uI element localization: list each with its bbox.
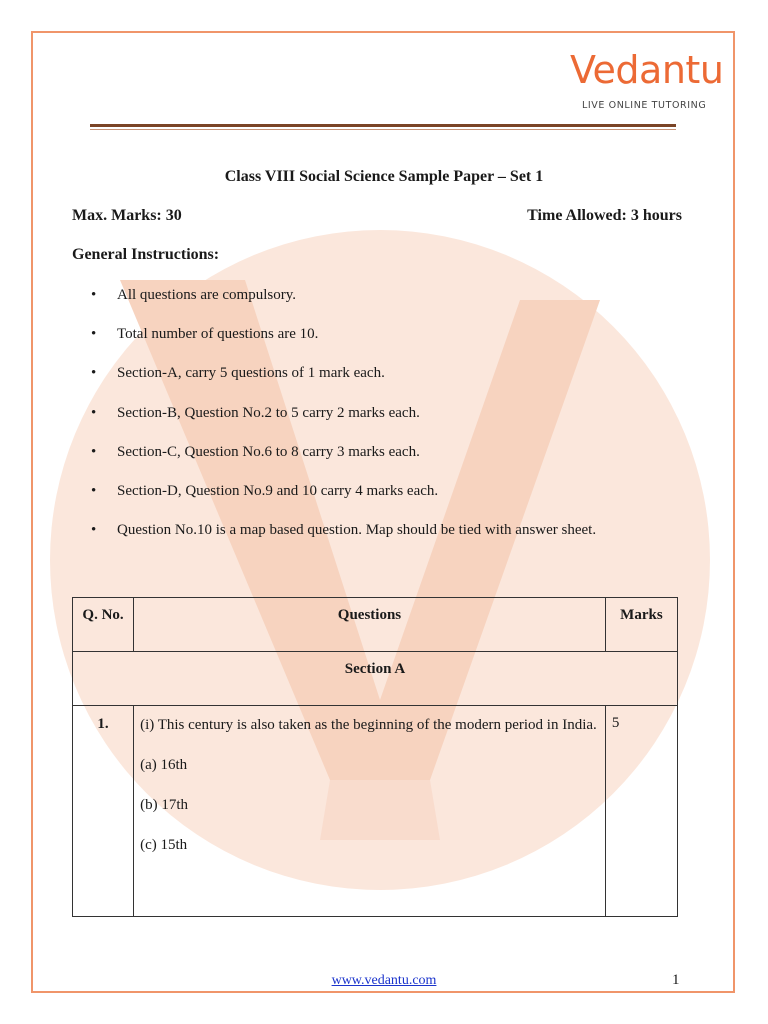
bullet-icon: • <box>91 326 97 343</box>
bullet-icon: • <box>91 287 97 303</box>
question-marks: 5 <box>605 706 677 917</box>
header-questions: Questions <box>134 598 606 652</box>
logo-wordmark: Vedantu <box>570 48 724 92</box>
general-instructions-heading: General Instructions: <box>72 246 220 263</box>
instruction-item: • Section-D, Question No.9 and 10 carry 4 marks each. <box>90 480 670 519</box>
footer-website-link[interactable]: www.vedantu.com <box>331 973 437 988</box>
instruction-item: • Total number of questions are 10. <box>90 323 670 362</box>
bullet-icon: • <box>91 522 97 539</box>
option-item: (b) 17th <box>140 797 189 813</box>
bullet-icon: • <box>91 482 97 499</box>
question-text: (i) This century is also taken as the beginning of the modern period in India. <box>140 717 597 733</box>
option-item: (a) 16th <box>140 757 188 773</box>
bullet-icon: • <box>91 404 97 421</box>
questions-table <box>72 597 678 917</box>
vedantu-logo <box>570 48 724 118</box>
table-header-row <box>73 598 678 652</box>
header-divider <box>90 124 676 127</box>
time-allowed: Time Allowed: 3 hours <box>527 207 682 224</box>
question-cell <box>134 706 606 917</box>
instructions-list <box>90 284 670 558</box>
logo-tagline: LIVE ONLINE TUTORING <box>582 100 707 111</box>
page-number: 1 <box>672 972 680 988</box>
bullet-icon: • <box>91 443 97 460</box>
instruction-item: • Section-B, Question No.2 to 5 carry 2 marks each. <box>90 402 670 441</box>
option-item: (c) 15th <box>140 837 188 853</box>
section-row <box>73 652 678 706</box>
instruction-item: • Question No.10 is a map based question. Map should be tied with answer sheet. <box>90 519 670 558</box>
instruction-item: • All questions are compulsory. <box>90 284 670 323</box>
bullet-icon: • <box>91 365 97 382</box>
header-divider-thin <box>90 129 676 130</box>
instruction-item: • Section-C, Question No.6 to 8 carry 3 marks each. <box>90 441 670 480</box>
max-marks: Max. Marks: 30 <box>72 207 182 224</box>
table-row <box>73 706 678 917</box>
header-qno: Q. No. <box>73 598 134 652</box>
header-marks: Marks <box>605 598 677 652</box>
instruction-item: • Section-A, carry 5 questions of 1 mark each. <box>90 362 670 401</box>
section-heading: Section A <box>73 652 678 706</box>
question-number: 1. <box>73 706 134 917</box>
paper-title: Class VIII Social Science Sample Paper – Set 1 <box>224 168 544 185</box>
